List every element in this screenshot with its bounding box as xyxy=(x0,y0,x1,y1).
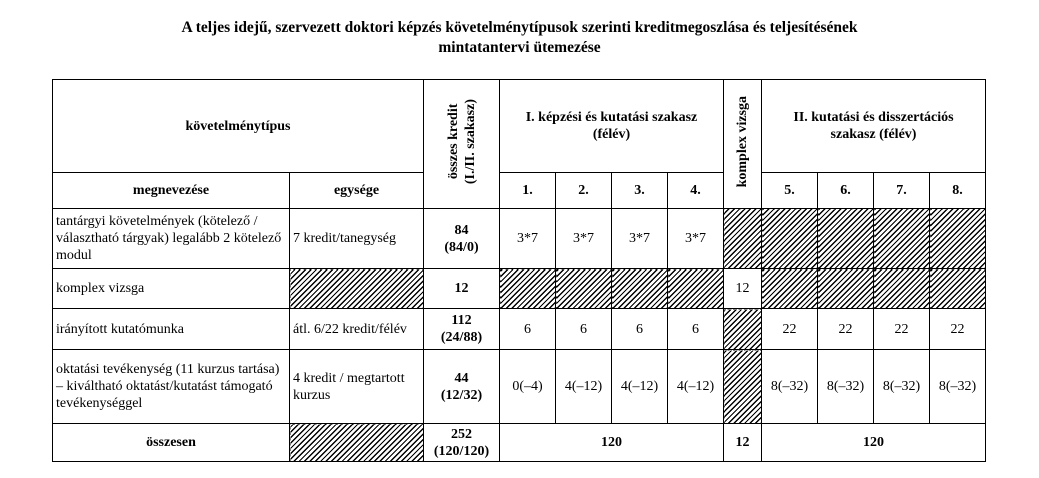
summary-total-split: (120/120) xyxy=(433,443,490,459)
row-unit: átl. 6/22 kredit/félév xyxy=(290,309,424,350)
semester-3: 3. xyxy=(612,173,668,209)
row-cell: 6 xyxy=(668,309,724,350)
row-cell: 22 xyxy=(818,309,874,350)
header-row-1 xyxy=(53,80,986,173)
hatched-cell xyxy=(290,424,424,462)
hatched-cell xyxy=(818,209,874,269)
header-kovetelmenytipus: követelménytípus xyxy=(53,80,424,173)
row-cell: 3*7 xyxy=(668,209,724,269)
semester-4: 4. xyxy=(668,173,724,209)
summary-total xyxy=(424,424,500,462)
hatched-cell xyxy=(762,209,818,269)
hatched-cell xyxy=(762,269,818,309)
row-name: oktatási tevékenység (11 kurzus tartása) – kiváltható oktatást/kutatást támogató tevékenységgel xyxy=(53,350,290,424)
row-total xyxy=(424,209,500,269)
summary-s2-total: 120 xyxy=(762,424,986,462)
row-cell: 6 xyxy=(612,309,668,350)
row-komplex: 12 xyxy=(724,269,762,309)
hatched-cell xyxy=(290,269,424,309)
row-unit: 4 kredit / megtartott kurzus xyxy=(290,350,424,424)
row-total-split: (12/32) xyxy=(440,387,483,403)
row-cell: 3*7 xyxy=(556,209,612,269)
hatched-cell xyxy=(724,309,762,350)
table-row xyxy=(53,269,986,309)
row-cell: 22 xyxy=(874,309,930,350)
hatched-cell xyxy=(930,269,986,309)
row-cell: 22 xyxy=(930,309,986,350)
header-osszes-kredit xyxy=(424,80,500,209)
header-komplex-vizsga-label: komplex vizsga xyxy=(735,95,750,188)
row-cell: 6 xyxy=(556,309,612,350)
summary-total-value: 252 xyxy=(451,426,472,442)
row-total-split: (84/0) xyxy=(444,239,479,255)
page-title xyxy=(0,18,1039,58)
title-line-2: mintatantervi ütemezése xyxy=(438,39,601,56)
header-row-2 xyxy=(53,173,986,209)
hatched-cell xyxy=(724,209,762,269)
row-cell: 3*7 xyxy=(612,209,668,269)
header-megnevezese: megnevezése xyxy=(53,173,290,209)
row-total-value: 84 xyxy=(454,222,469,238)
semester-6: 6. xyxy=(818,173,874,209)
table-row xyxy=(53,309,986,350)
row-total xyxy=(424,350,500,424)
row-cell: 22 xyxy=(762,309,818,350)
row-name: tantárgyi követelmények (kötelező / választható tárgyak) legalább 2 kötelező modul xyxy=(53,209,290,269)
semester-1: 1. xyxy=(500,173,556,209)
semester-7: 7. xyxy=(874,173,930,209)
header-szakasz-2: II. kutatási és disszertációs szakasz (félév) xyxy=(762,80,986,173)
semester-2: 2. xyxy=(556,173,612,209)
header-osszes-kredit-line2: (I./II. szakasz) xyxy=(462,98,478,185)
hatched-cell xyxy=(874,269,930,309)
hatched-cell xyxy=(818,269,874,309)
hatched-cell xyxy=(500,269,556,309)
table-row xyxy=(53,209,986,269)
summary-s1-total: 120 xyxy=(500,424,724,462)
summary-komplex: 12 xyxy=(724,424,762,462)
row-cell: 4(–12) xyxy=(612,350,668,424)
header-komplex-vizsga xyxy=(724,80,762,209)
row-cell: 8(–32) xyxy=(930,350,986,424)
table-row xyxy=(53,350,986,424)
semester-5: 5. xyxy=(762,173,818,209)
row-cell: 4(–12) xyxy=(668,350,724,424)
row-cell: 6 xyxy=(500,309,556,350)
hatched-cell xyxy=(556,269,612,309)
row-unit: 7 kredit/tanegység xyxy=(290,209,424,269)
row-total-value: 44 xyxy=(454,370,469,386)
hatched-cell xyxy=(874,209,930,269)
row-cell: 4(–12) xyxy=(556,350,612,424)
row-total: 12 xyxy=(424,269,500,309)
title-line-1: A teljes idejű, szervezett doktori képzés követelménytípusok szerinti kreditmegoszlása és teljesítésének xyxy=(181,19,858,36)
hatched-cell xyxy=(930,209,986,269)
summary-label: összesen xyxy=(53,424,290,462)
row-cell: 8(–32) xyxy=(762,350,818,424)
summary-row xyxy=(53,424,986,462)
row-total-split: (24/88) xyxy=(440,330,483,345)
row-cell: 8(–32) xyxy=(818,350,874,424)
row-cell: 0(–4) xyxy=(500,350,556,424)
row-name: irányított kutatómunka xyxy=(53,309,290,350)
header-egysege: egysége xyxy=(290,173,424,209)
row-total xyxy=(424,309,500,350)
row-cell: 8(–32) xyxy=(874,350,930,424)
hatched-cell xyxy=(724,350,762,424)
row-cell: 3*7 xyxy=(500,209,556,269)
hatched-cell xyxy=(612,269,668,309)
semester-8: 8. xyxy=(930,173,986,209)
hatched-cell xyxy=(668,269,724,309)
header-osszes-kredit-line1: összes kredit xyxy=(445,103,461,180)
header-szakasz-1: I. képzési és kutatási szakasz (félév) xyxy=(500,80,724,173)
credit-table xyxy=(52,79,986,462)
row-total-value: 112 xyxy=(451,313,472,328)
row-name: komplex vizsga xyxy=(53,269,290,309)
